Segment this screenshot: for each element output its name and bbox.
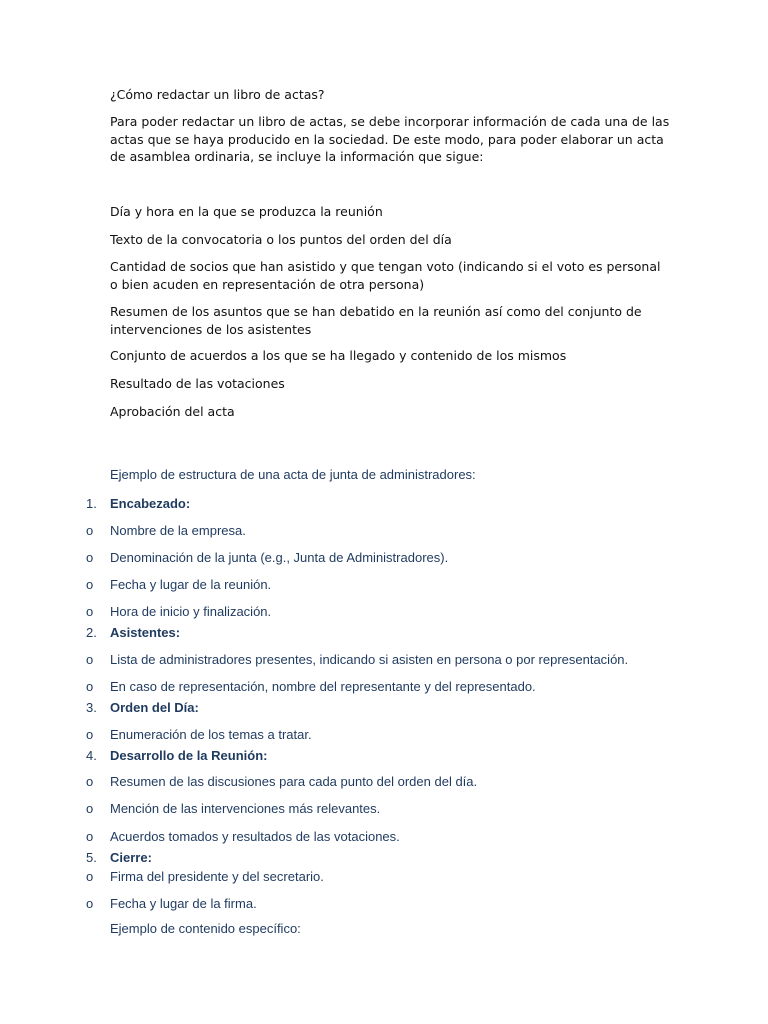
example-heading: Ejemplo de estructura de una acta de junta de administradores: (110, 467, 476, 482)
section-number: 1. (86, 496, 97, 511)
list-item: Aprobación del acta (110, 404, 235, 419)
bullet-item: Fecha y lugar de la reunión. (110, 577, 272, 592)
section-number: 2. (86, 625, 97, 640)
section-heading: Cierre: (110, 850, 152, 865)
bullet-item: Hora de inicio y finalización. (110, 604, 272, 619)
bullet-marker: o (86, 801, 94, 816)
bullet-item: Denominación de la junta (e.g., Junta de Administradores). (110, 550, 449, 565)
bullet-item: Firma del presidente y del secretario. (110, 869, 324, 884)
bullet-marker: o (86, 652, 94, 667)
intro-paragraph: Para poder redactar un libro de actas, se debe incorporar información de cada una de las actas que se haya producido en la sociedad. De este modo, para poder elaborar un acta de asamblea ordinaria, se incluye la información que sigue: (110, 114, 670, 164)
list-item: Cantidad de socios que han asistido y que tengan voto (indicando si el voto es personal o bien acuden en representación de otra persona) (110, 259, 661, 292)
bullet-marker: o (86, 774, 94, 789)
bullet-item: En caso de representación, nombre del representante y del representado. (110, 679, 536, 694)
bullet-marker: o (86, 523, 94, 538)
list-item: Día y hora en la que se produzca la reunión (110, 204, 383, 219)
bullet-item: Lista de administradores presentes, indicando si asisten en persona o por representación. (110, 652, 629, 667)
section-title: ¿Cómo redactar un libro de actas? (110, 87, 325, 102)
section-heading: Desarrollo de la Reunión: (110, 748, 268, 763)
bullet-marker: o (86, 727, 94, 742)
list-item: Resumen de los asuntos que se han debatido en la reunión así como del conjunto de intervenciones de los asistentes (110, 304, 642, 337)
list-item: Conjunto de acuerdos a los que se ha llegado y contenido de los mismos (110, 348, 567, 363)
section-number: 3. (86, 700, 97, 715)
list-item: Texto de la convocatoria o los puntos del orden del día (110, 232, 452, 247)
bullet-item: Enumeración de los temas a tratar. (110, 727, 312, 742)
bullet-marker: o (86, 550, 94, 565)
section-heading: Asistentes: (110, 625, 181, 640)
bullet-item: Mención de las intervenciones más relevantes. (110, 801, 381, 816)
bullet-marker: o (86, 679, 94, 694)
bullet-item: Nombre de la empresa. (110, 523, 246, 538)
bullet-marker: o (86, 604, 94, 619)
section-number: 4. (86, 748, 97, 763)
section-number: 5. (86, 850, 97, 865)
bullet-item: Resumen de las discusiones para cada punto del orden del día. (110, 774, 478, 789)
bullet-item: Fecha y lugar de la firma. (110, 896, 257, 911)
list-item: Resultado de las votaciones (110, 376, 285, 391)
bullet-marker: o (86, 577, 94, 592)
section-heading: Orden del Día: (110, 700, 199, 715)
bullet-marker: o (86, 896, 94, 911)
section-heading: Encabezado: (110, 496, 191, 511)
bullet-marker: o (86, 869, 94, 884)
bullet-marker: o (86, 829, 94, 844)
bullet-item: Acuerdos tomados y resultados de las votaciones. (110, 829, 400, 844)
example-footer: Ejemplo de contenido específico: (110, 921, 301, 936)
